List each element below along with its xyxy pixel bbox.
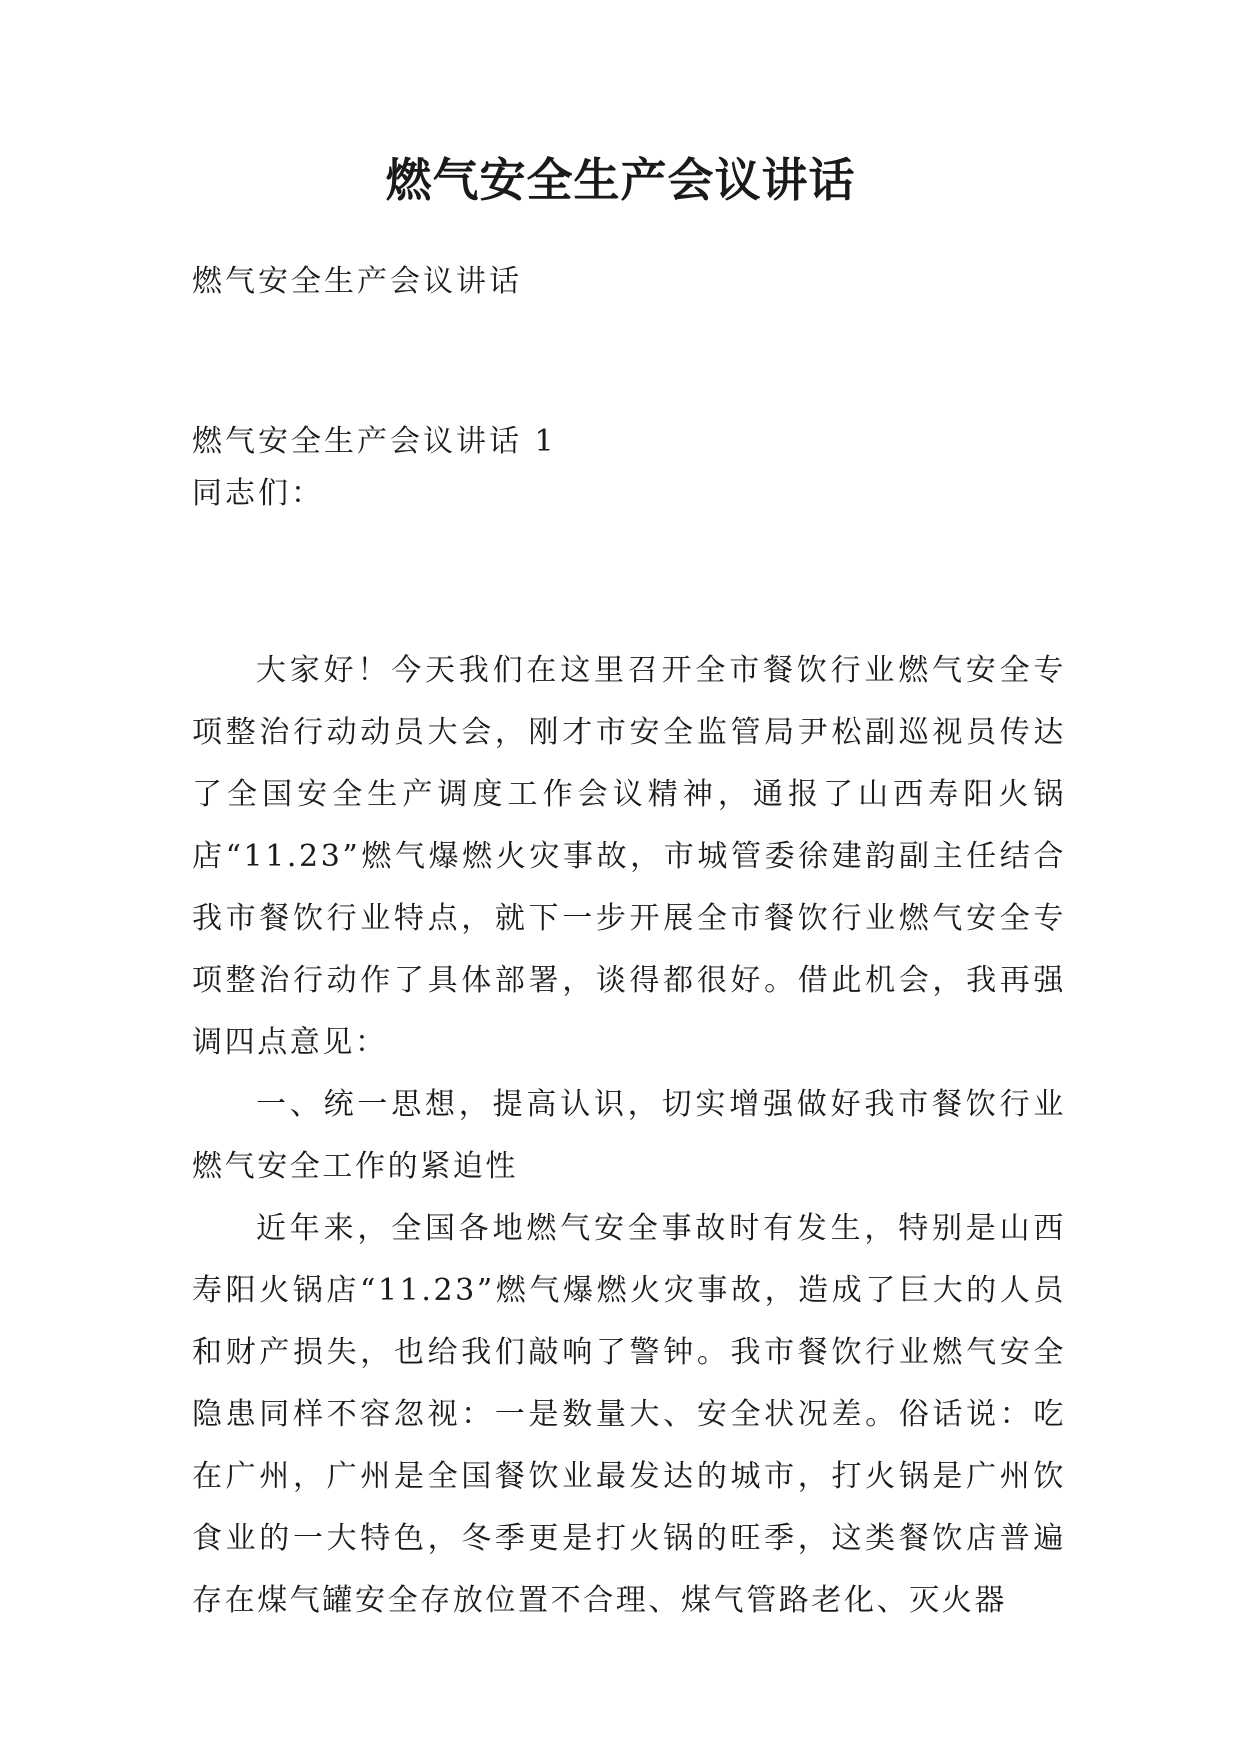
paragraph-recent-years: 近年来，全国各地燃气安全事故时有发生，特别是山西寿阳火锅店“11.23”燃气爆燃火灾事故，造成了巨大的人员和财产损失，也给我们敲响了警钟。我市餐饮行业燃气安全隐患同样不容忽视：一是数量大、安全状况差。俗话说：吃在广州，广州是全国餐饮业最发达的城市，打火锅是广州饮食业的一大特色，冬季更是打火锅的旺季，这类餐饮店普遍存在煤气罐安全存放位置不合理、煤气管路老化、灭火器 <box>192 1211 1066 1618</box>
paragraph-opening: 大家好！今天我们在这里召开全市餐饮行业燃气安全专项整治行动动员大会，刚才市安全监管局尹松副巡视员传达了全国安全生产调度工作会议精神，通报了山西寿阳火锅店“11.23”燃气爆燃火灾事故，市城管委徐建韵副主任结合我市餐饮行业特点，就下一步开展全市餐饮行业燃气安全专项整治行动作了具体部署，谈得都很好。借此机会，我再强调四点意见： <box>192 653 1066 1060</box>
section-heading: 燃气安全生产会议讲话 1 <box>192 424 557 459</box>
document-title: 燃气安全生产会议讲话 <box>385 153 856 207</box>
salutation: 同志们： <box>192 476 324 511</box>
body-text <box>192 640 1066 1632</box>
document-subtitle: 燃气安全生产会议讲话 <box>192 264 522 299</box>
paragraph-heading-one: 一、统一思想，提高认识，切实增强做好我市餐饮行业燃气安全工作的紧迫性 <box>192 1087 1066 1184</box>
